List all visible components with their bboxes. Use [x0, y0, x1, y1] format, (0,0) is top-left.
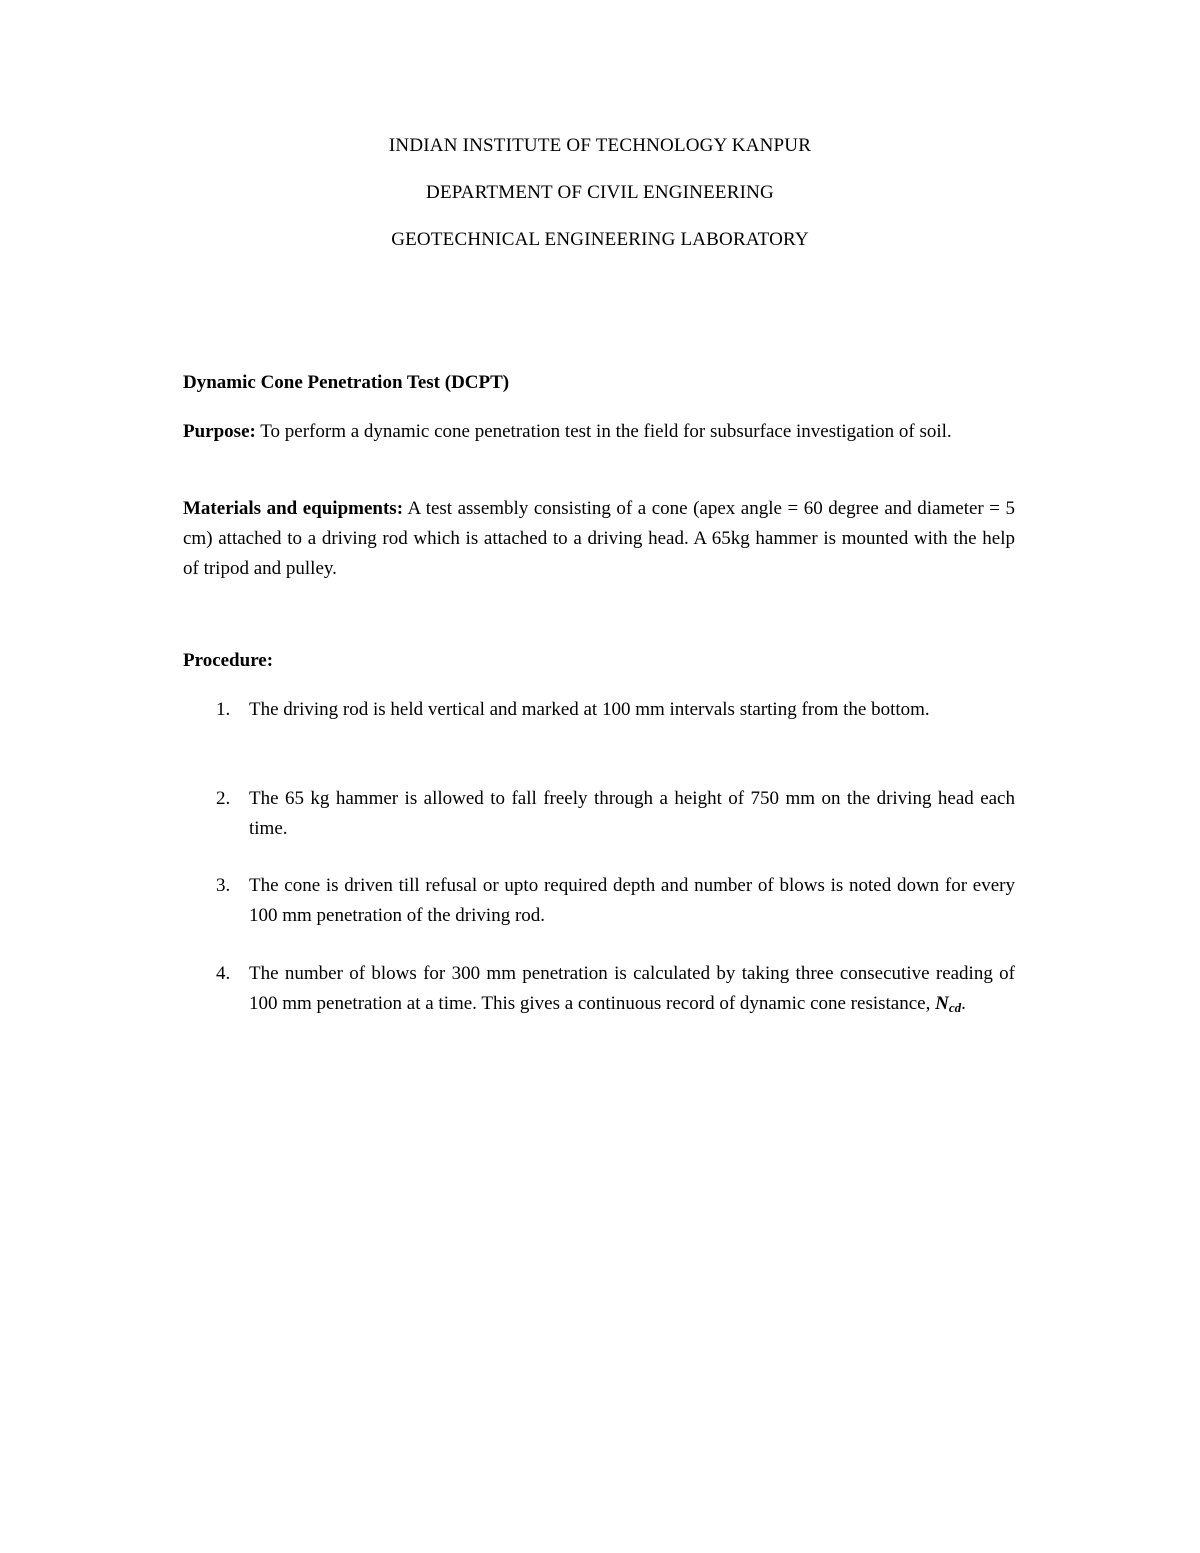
cone-resistance-symbol: N [935, 993, 949, 1014]
materials-text: A test assembly consisting of a cone (apex angle = 60 degree and diameter = 5 cm) attached to a driving rod which is attached to a driving head. A 65kg hammer is mounted with the help of tripod and pulley. [183, 498, 1016, 579]
purpose-label: Purpose: [183, 421, 256, 442]
institute-name: INDIAN INSTITUTE OF TECHNOLOGY KANPUR [388, 135, 812, 156]
step-text: The 65 kg hammer is allowed to fall freely through a height of 750 mm on the driving head each time. [249, 788, 1015, 839]
procedure-step [216, 871, 1015, 931]
materials-label: Materials and equipments: [183, 498, 404, 519]
cone-resistance-subscript: cd [948, 1000, 962, 1015]
step-number: 3. [216, 875, 231, 896]
procedure-step [216, 784, 1015, 844]
laboratory-name: GEOTECHNICAL ENGINEERING LABORATORY [391, 229, 809, 250]
step-number: 1. [216, 699, 231, 720]
step-number: 2. [216, 788, 231, 809]
step-text: The driving rod is held vertical and marked at 100 mm intervals starting from the bottom. [249, 699, 930, 720]
procedure-step [216, 959, 1015, 1023]
step-text: The cone is driven till refusal or upto required depth and number of blows is noted down for every 100 mm penetration of the driving rod. [249, 875, 1015, 926]
document-title: Dynamic Cone Penetration Test (DCPT) [183, 372, 510, 393]
department-name: DEPARTMENT OF CIVIL ENGINEERING [426, 182, 774, 203]
step-number: 4. [216, 963, 231, 984]
purpose-paragraph [183, 417, 1015, 447]
materials-paragraph [183, 494, 1015, 584]
purpose-text: To perform a dynamic cone penetration test in the field for subsurface investigation of soil. [260, 421, 952, 442]
procedure-heading: Procedure: [183, 650, 274, 671]
procedure-step [216, 695, 1015, 725]
step-text-body: The number of blows for 300 mm penetration is calculated by taking three consecutive reading of 100 mm penetration at a time. This gives a continuous record of dynamic cone resistance, [249, 963, 1015, 1014]
step-text-trailing: . [961, 993, 966, 1014]
step-text [249, 959, 1015, 1023]
